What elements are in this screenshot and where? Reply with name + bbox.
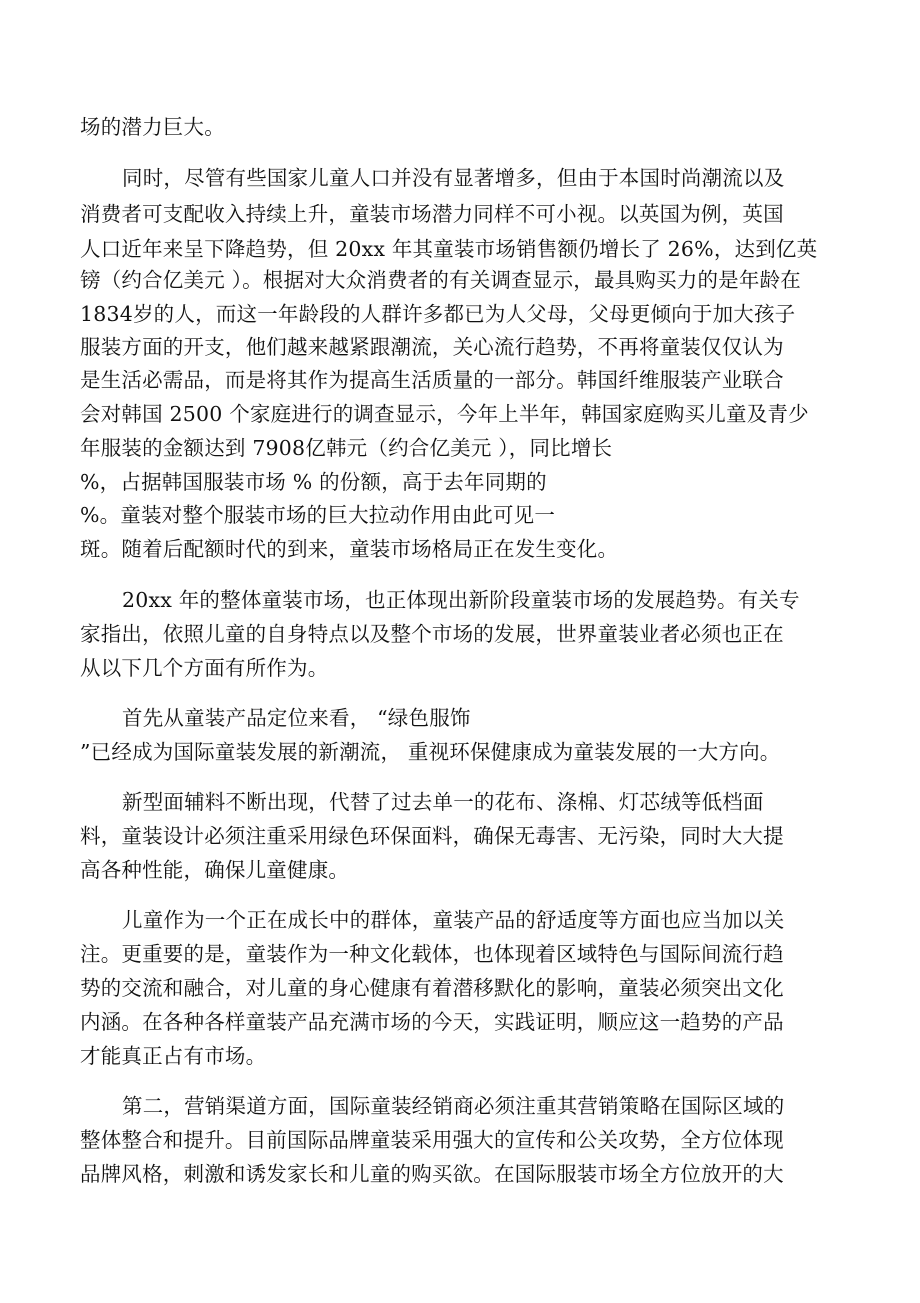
text-line: 服装方面的开支，他们越来越紧跟潮流，关心流行趋势，不再将童装仅仅认为: [80, 335, 784, 359]
text-line: 势的交流和融合，对儿童的身心健康有着潜移默化的影响，童装必须突出文化: [80, 976, 784, 1000]
text-line: 整体整合和提升。目前国际品牌童装采用强大的宣传和公关攻势，全方位体现: [80, 1128, 784, 1152]
text-line: 同时，尽管有些国家儿童人口并没有显著增多，但由于本国时尚潮流以及: [122, 166, 785, 190]
text-line: 才能真正占有市场。: [80, 1044, 267, 1068]
text-line: 20xx 年的整体童装市场，也正体现出新阶段童装市场的发展趋势。有关专: [122, 588, 800, 612]
text-line: 是生活必需品，而是将其作为提高生活质量的一部分。韩国纤维服装产业联合: [80, 368, 784, 392]
text-line: 从以下几个方面有所作为。: [80, 656, 329, 680]
text-line: 家指出，依照儿童的自身特点以及整个市场的发展，世界童装业者必须也正在: [80, 622, 784, 646]
text-line: 料，童装设计必须注重采用绿色环保面料，确保无毒害、无污染，同时大大提: [80, 824, 784, 848]
text-line: 消费者可支配收入持续上升，童装市场潜力同样不可小视。以英国为例，英国: [80, 202, 784, 226]
text-line: 年服装的金额达到 7908亿韩元（约合亿美元 ），同比增长: [80, 436, 613, 460]
text-line: 第二，营销渠道方面，国际童装经销商必须注重其营销策略在国际区域的: [122, 1094, 785, 1118]
text-line: 人口近年来呈下降趋势，但 20xx 年其童装市场销售额仍增长了 26%，达到亿英: [80, 237, 818, 261]
text-line: 品牌风格，刺激和诱发家长和儿童的购买欲。在国际服装市场全方位放开的大: [80, 1162, 784, 1186]
text-line: 高各种性能，确保儿童健康。: [80, 858, 350, 882]
text-line: 内涵。在各种各样童装产品充满市场的今天，实践证明，顺应这一趋势的产品: [80, 1010, 784, 1034]
text-line: %，占据韩国服装市场 % 的份额，高于去年同期的: [80, 470, 547, 494]
text-line: 镑（约合亿美元 ）。根据对大众消费者的有关调查显示，最具购买力的是年龄在: [80, 268, 801, 292]
text-line: 新型面辅料不断出现，代替了过去单一的花布、涤棉、灯芯绒等低档面: [122, 790, 764, 814]
text-line: 儿童作为一个正在成长中的群体，童装产品的舒适度等方面也应当加以关: [122, 908, 785, 932]
text-line: %。童装对整个服装市场的巨大拉动作用由此可见一: [80, 503, 556, 527]
text-line: 场的潜力巨大。: [80, 115, 225, 139]
text-line: 1834岁的人，而这一年龄段的人群许多都已为人父母，父母更倾向于加大孩子: [80, 302, 796, 326]
text-line: 会对韩国 2500 个家庭进行的调查显示，今年上半年，韩国家庭购买儿童及青少: [80, 402, 809, 426]
text-line: 首先从童装产品定位来看， “绿色服饰: [122, 706, 471, 730]
text-line: 斑。随着后配额时代的到来，童装市场格局正在发生变化。: [80, 537, 619, 561]
text-line: 注。更重要的是，童装作为一种文化载体，也体现着区域特色与国际间流行趋: [80, 942, 784, 966]
text-line: ”已经成为国际童装发展的新潮流， 重视环保健康成为童装发展的一大方向。: [80, 740, 781, 764]
